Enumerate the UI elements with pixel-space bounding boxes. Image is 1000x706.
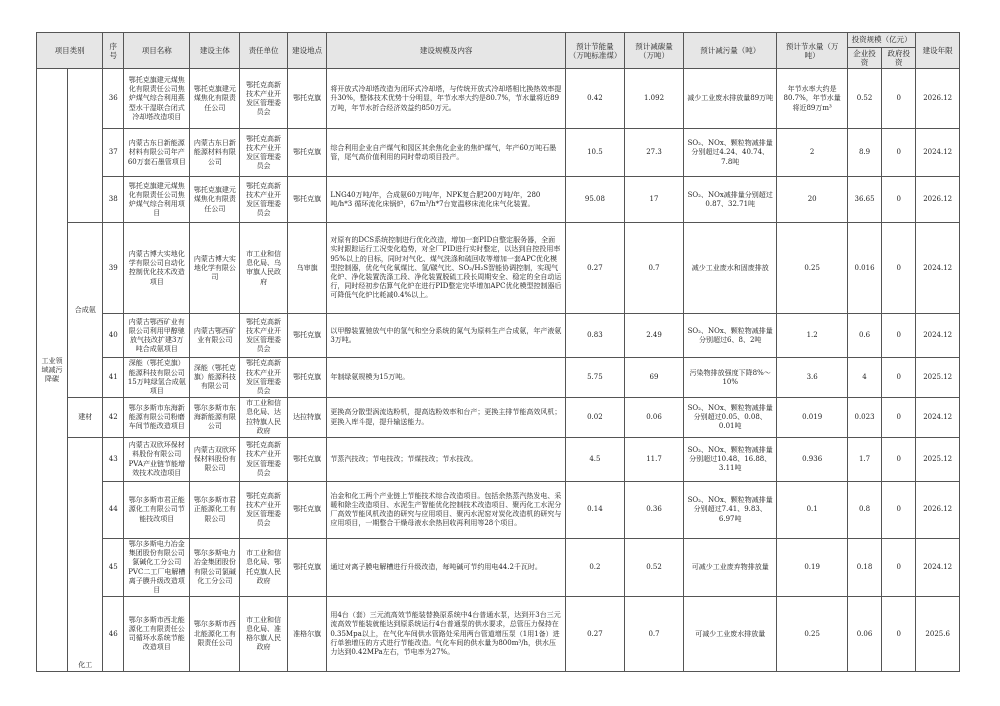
cell-carbon: 0.52 <box>624 539 683 597</box>
cell-scale: LNG40万吨/年，合成氨60万吨/年，NPK复合肥200万吨/年，280吨/h*3 循环流化床锅炉，67m³/h*7台宽温移床流化床气化装置。 <box>327 177 566 223</box>
cell-gov: 0 <box>882 482 916 539</box>
cell-gov: 0 <box>882 223 916 314</box>
cell-enterprise: 0.52 <box>847 69 881 129</box>
cell-year: 2026.12 <box>916 69 960 129</box>
cell-scale: 综合利用企业自产煤气和园区其余焦化企业的焦炉煤气，年产60万吨石墨管，尾气高价值利用的同时带动项目投产。 <box>327 129 566 177</box>
cell-water: 0.25 <box>777 597 848 672</box>
cell-year: 2026.12 <box>916 177 960 223</box>
cell-energy: 0.02 <box>565 398 624 438</box>
cell-unit: 鄂托克高新技术产业开发区管理委员会 <box>240 314 288 358</box>
cell-name: 内蒙古东日新能源材料有限公司年产60万套石墨管项目 <box>124 129 190 177</box>
table-row <box>37 539 960 597</box>
cell-energy: 5.75 <box>565 358 624 398</box>
cell-no: 36 <box>103 69 124 129</box>
cell-gov: 0 <box>882 129 916 177</box>
header-scale: 建设规模及内容 <box>327 33 566 69</box>
table-row <box>37 314 960 358</box>
header-energy: 预计节能量（万吨标准煤） <box>565 33 624 69</box>
subcategory-blank <box>68 69 103 223</box>
table-row <box>37 358 960 398</box>
cell-scale: 更换高分散型涡流选粉机，提高选粉效率和台产；更换主排节能高效风机；更换入库斗提，提升输送能力。 <box>327 398 566 438</box>
header-category: 项目类别 <box>37 33 103 69</box>
cell-energy: 95.08 <box>565 177 624 223</box>
cell-pollution: SO₂、NOx、颗粒物减排量分别超过0.05、0.08、0.01吨 <box>684 398 777 438</box>
cell-gov: 0 <box>882 597 916 672</box>
cell-name: 内蒙古博大实地化学有限公司自动化控制优化技术改造项目 <box>124 223 190 314</box>
table-row <box>37 482 960 539</box>
cell-unit: 鄂托克高新技术产业开发区管理委员会 <box>240 177 288 223</box>
cell-pollution: 减少工业废水和固废排放 <box>684 223 777 314</box>
cell-carbon: 1.092 <box>624 69 683 129</box>
cell-year: 2026.12 <box>916 482 960 539</box>
cell-unit: 鄂托克高新技术产业开发区管理委员会 <box>240 69 288 129</box>
cell-scale: 用4台（套）三元流高效节能装替换原系统中4台普通水泵，达到开3台三元流高效节能装就能达到原系统运行4台普通泵的供水要求，总管压力保持在0.35Mpa以上，在气化车间供水管路处采用两台管道增压泵（1用1备）进行单独增压的方式进行节能改造。气化车间的供水量为800m³/h，供水压力达到0.42MPa左右，节电率为27%。 <box>327 597 566 672</box>
cell-pollution: SO₂、NOx、颗粒物减排量分别超过4.24、40.74、7.8吨 <box>684 129 777 177</box>
cell-carbon: 0.7 <box>624 223 683 314</box>
cell-year: 2024.12 <box>916 314 960 358</box>
cell-name: 内蒙古鄂西矿业有限公司利用甲醇驰放气技改扩建3万吨合成氨项目 <box>124 314 190 358</box>
cell-enterprise: 8.9 <box>847 129 881 177</box>
cell-site: 准格尔旗 <box>287 597 326 672</box>
cell-energy: 4.5 <box>565 438 624 482</box>
cell-carbon: 0.7 <box>624 597 683 672</box>
project-table <box>36 32 960 672</box>
cell-enterprise: 1.7 <box>847 438 881 482</box>
cell-no: 41 <box>103 358 124 398</box>
table-row <box>37 177 960 223</box>
cell-gov: 0 <box>882 539 916 597</box>
cell-site: 鄂托克旗 <box>287 177 326 223</box>
cell-owner: 内蒙古东日新能源材料有限公司 <box>190 129 240 177</box>
cell-enterprise: 0.016 <box>847 223 881 314</box>
cell-no: 43 <box>103 438 124 482</box>
cell-unit: 鄂托克高新技术产业开发区管理委员会 <box>240 438 288 482</box>
cell-water: 0.019 <box>777 398 848 438</box>
cell-owner: 鄂尔多斯电力冶金集团股份有限公司氯碱化工分公司 <box>190 539 240 597</box>
cell-water: 2 <box>777 129 848 177</box>
table-row <box>37 438 960 482</box>
cell-pollution: SO₂、NOx、颗粒物减排量分别超过6、8、2吨 <box>684 314 777 358</box>
header-water: 预计节水量（万吨） <box>777 33 848 69</box>
header-invest: 投资规模（亿元） <box>847 33 915 48</box>
cell-water: 3.6 <box>777 358 848 398</box>
cell-owner: 内蒙古双欣环保材料股份有限公司 <box>190 438 240 482</box>
cell-year: 2024.12 <box>916 223 960 314</box>
cell-name: 鄂托克旗建元煤焦化有限责任公司焦炉煤气综合利用项目 <box>124 177 190 223</box>
cell-pollution: SO₂、NOx、颗粒物减排量分别超过7.41、9.83、6.97吨 <box>684 482 777 539</box>
cell-enterprise: 0.6 <box>847 314 881 358</box>
cell-scale: 通过对离子膜电解槽进行升级改造，每吨碱可节约用电44.2千瓦时。 <box>327 539 566 597</box>
cell-energy: 10.5 <box>565 129 624 177</box>
cell-water: 20 <box>777 177 848 223</box>
cell-energy: 0.83 <box>565 314 624 358</box>
cell-scale: 将开放式冷却塔改造为闭环式冷却塔，与传统开放式冷却塔相比换热效率提升30%，整体技术优势十分明显，年节水率大约是80.7%，节水量将近89万吨，年节水折合经济效益约850万元。 <box>327 69 566 129</box>
cell-gov: 0 <box>882 69 916 129</box>
cell-scale: 冶金和化工两个产业链上节能技术综合改造项目。包括余热蒸汽热发电、采暖和除尘改造项目、水泥生产智能优化控制技术改造项目、聚丙化工水泥分厂高效节能风机改造的研究与应用项目、聚丙水泥窑对炭化改造机的研究与应用项目，一期整合干燥母液水余热回收再利用等28个项目。 <box>327 482 566 539</box>
header-carbon: 预计减碳量（万吨） <box>624 33 683 69</box>
cell-owner: 内蒙古鄂西矿业有限公司 <box>190 314 240 358</box>
cell-site: 鄂托克旗 <box>287 314 326 358</box>
cell-owner: 深能（鄂托克旗）能源科技有限公司 <box>190 358 240 398</box>
cell-owner: 鄂托克旗建元煤焦化有限责任公司 <box>190 177 240 223</box>
header-enterprise: 企业投资 <box>847 48 881 69</box>
cell-carbon: 0.36 <box>624 482 683 539</box>
cell-carbon: 0.06 <box>624 398 683 438</box>
cell-name: 鄂尔多斯电力冶金集团股份有限公司氯碱化工分公司PVC二工厂电解槽离子膜升级改造项目 <box>124 539 190 597</box>
cell-owner: 鄂尔多斯市君正能源化工有限公司 <box>190 482 240 539</box>
cell-unit: 市工业和信息化局、达拉特旗人民政府 <box>240 398 288 438</box>
header-owner: 建设主体 <box>190 33 240 69</box>
cell-no: 42 <box>103 398 124 438</box>
cell-water: 0.25 <box>777 223 848 314</box>
cell-no: 40 <box>103 314 124 358</box>
cell-pollution: 减少工业废水排放量89万吨 <box>684 69 777 129</box>
cell-unit: 市工业和信息化局、乌审旗人民政府 <box>240 223 288 314</box>
cell-name: 鄂尔多斯市东海新能源有限公司粉磨车间节能改造项目 <box>124 398 190 438</box>
cell-name: 内蒙古双欣环保材料股份有限公司PVA产业链节能增效技术改造项目 <box>124 438 190 482</box>
cell-gov: 0 <box>882 177 916 223</box>
cell-water: 0.19 <box>777 539 848 597</box>
header-no: 序号 <box>103 33 124 69</box>
header-site: 建设地点 <box>287 33 326 69</box>
table-row <box>37 69 960 129</box>
cell-enterprise: 0.18 <box>847 539 881 597</box>
cell-gov: 0 <box>882 438 916 482</box>
cell-site: 乌审旗 <box>287 223 326 314</box>
category-main: 工业领域减污降碳 <box>37 69 68 672</box>
subcategory-chemical: 化工 <box>68 438 103 672</box>
header-year: 建设年限 <box>916 33 960 69</box>
cell-year: 2025.12 <box>916 438 960 482</box>
cell-year: 2025.6 <box>916 597 960 672</box>
cell-owner: 鄂尔多斯市东海新能源有限公司 <box>190 398 240 438</box>
subcategory-ammonia: 合成氨 <box>68 223 103 398</box>
cell-carbon: 17 <box>624 177 683 223</box>
cell-water: 1.2 <box>777 314 848 358</box>
cell-water: 0.936 <box>777 438 848 482</box>
cell-site: 鄂托克旗 <box>287 539 326 597</box>
table-row <box>37 597 960 672</box>
cell-name: 鄂托克旗建元煤焦化有限责任公司焦炉煤气综合利用燕型水干湿联合闭式冷却塔改造项目 <box>124 69 190 129</box>
cell-enterprise: 36.65 <box>847 177 881 223</box>
cell-enterprise: 4 <box>847 358 881 398</box>
cell-carbon: 2.49 <box>624 314 683 358</box>
cell-year: 2024.12 <box>916 129 960 177</box>
cell-carbon: 11.7 <box>624 438 683 482</box>
cell-water: 年节水率大约是80.7%，年节水量将近89万m³ <box>777 69 848 129</box>
cell-enterprise: 0.023 <box>847 398 881 438</box>
cell-no: 45 <box>103 539 124 597</box>
cell-site: 鄂托克旗 <box>287 69 326 129</box>
cell-site: 达拉特旗 <box>287 398 326 438</box>
cell-year: 2024.12 <box>916 539 960 597</box>
cell-name: 鄂尔多斯市君正能源化工有限公司节能技改项目 <box>124 482 190 539</box>
header-name: 项目名称 <box>124 33 190 69</box>
cell-enterprise: 0.06 <box>847 597 881 672</box>
cell-energy: 0.27 <box>565 223 624 314</box>
cell-owner: 内蒙古博大实地化学有限公司 <box>190 223 240 314</box>
cell-energy: 0.27 <box>565 597 624 672</box>
subcategory-building: 建材 <box>68 398 103 438</box>
table-row <box>37 223 960 314</box>
cell-gov: 0 <box>882 398 916 438</box>
table-row <box>37 129 960 177</box>
cell-site: 鄂托克旗 <box>287 438 326 482</box>
cell-unit: 市工业和信息化局、准格尔旗人民政府 <box>240 597 288 672</box>
cell-pollution: SO₂、NOx、颗粒物减排量分别超过10.48、16.88、3.11吨 <box>684 438 777 482</box>
cell-unit: 鄂托克高新技术产业开发区管理委员会 <box>240 358 288 398</box>
cell-name: 鄂尔多斯市西北能源化工有限责任公司循环水系统节能改造项目 <box>124 597 190 672</box>
cell-pollution: SO₂、NOx减排量分别超过0.87、32.71吨 <box>684 177 777 223</box>
cell-gov: 0 <box>882 314 916 358</box>
cell-carbon: 27.3 <box>624 129 683 177</box>
cell-no: 46 <box>103 597 124 672</box>
cell-unit: 市工业和信息化局、鄂托克旗人民政府 <box>240 539 288 597</box>
cell-year: 2025.12 <box>916 358 960 398</box>
cell-pollution: 污染物排放强度下降8%～10% <box>684 358 777 398</box>
cell-site: 鄂托克旗 <box>287 358 326 398</box>
cell-no: 37 <box>103 129 124 177</box>
cell-scale: 以甲醇装置驰放气中的氢气和空分系统的氮气为原料生产合成氨，年产液氨3万吨。 <box>327 314 566 358</box>
cell-gov: 0 <box>882 358 916 398</box>
cell-energy: 0.2 <box>565 539 624 597</box>
cell-pollution: 可减少工业废水排放量 <box>684 597 777 672</box>
cell-energy: 0.14 <box>565 482 624 539</box>
cell-unit: 鄂托克高新技术产业开发区管理委员会 <box>240 482 288 539</box>
cell-water: 0.1 <box>777 482 848 539</box>
cell-owner: 鄂托克旗建元煤焦化有限责任公司 <box>190 69 240 129</box>
cell-no: 44 <box>103 482 124 539</box>
cell-owner: 鄂尔多斯市西北能源化工有限责任公司 <box>190 597 240 672</box>
cell-no: 39 <box>103 223 124 314</box>
cell-unit: 鄂托克高新技术产业开发区管理委员会 <box>240 129 288 177</box>
cell-energy: 0.42 <box>565 69 624 129</box>
cell-site: 鄂托克旗 <box>287 129 326 177</box>
header-unit: 责任单位 <box>240 33 288 69</box>
cell-name: 深能（鄂托克旗）能源科技有限公司15万吨绿氢合成氨项目 <box>124 358 190 398</box>
header-pollution: 预计减污量（吨） <box>684 33 777 69</box>
cell-site: 鄂托克旗 <box>287 482 326 539</box>
cell-scale: 对原有的DCS系统控制进行优化改造，增加一套PID自整定服务器，全面实时跟踪运行工况变化趋势，对全厂PID进行实时整定，以达到自控投用率95%以上的目标，同时对气化、煤气洗涤和硫回收等增加一套APC优化模型控制器，优化气化氧煤比、氢/碳气比、SO₂/H₂S智能协调控制，实现气化炉、净化装置洗涤工段、净化装置脱硫工段长周期安全、稳定的全自动运行，同时经初步估算气化炉在进行PID整定完毕增加APC优化模型控制器后可降低气化炉比耗减0.4%以上。 <box>327 223 566 314</box>
cell-carbon: 69 <box>624 358 683 398</box>
cell-pollution: 可减少工业废弃物排放量 <box>684 539 777 597</box>
header-gov: 政府投资 <box>882 48 916 69</box>
cell-year: 2024.12 <box>916 398 960 438</box>
table-row <box>37 398 960 438</box>
cell-enterprise: 0.8 <box>847 482 881 539</box>
cell-scale: 节蒸汽技改；节电技改；节煤技改；节水技改。 <box>327 438 566 482</box>
cell-no: 38 <box>103 177 124 223</box>
cell-scale: 年制绿氨规模为15万吨。 <box>327 358 566 398</box>
